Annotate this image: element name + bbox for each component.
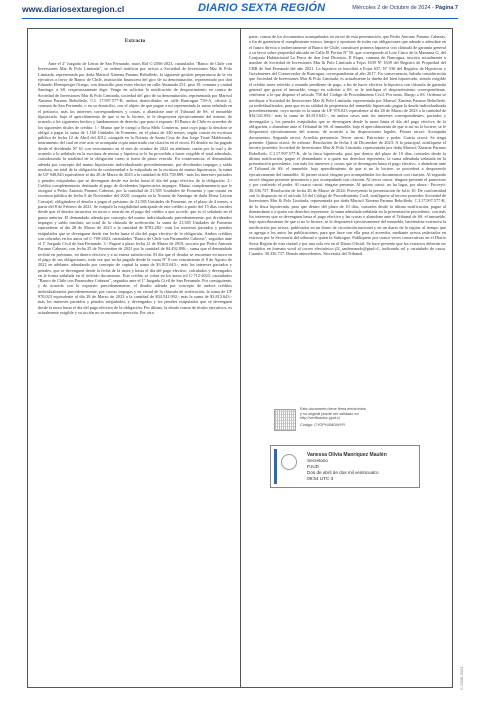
notice-body-left: Ante el 2º Juzgado de Letras de San Fernando, autos Rol C-2506-2023, caratulados "Banco de Chile con Inversiones Mar & Polo Limitada", se ordenó notificar por avisos a Sociedad de Inversiones Mar & Polo Limitada, representada por doña Marisol Ximena Paramo Rebolledo, la siguiente gestión preparatoria de la vía ejecutiva a favor de Banco de Chile, institución financiera del giro de su denominación, representado por don Eduardo Ebensperger Orrego, con domicilio para estos efectos en calle Ahumada 251, piso 10, comuna y ciudad Santiago, a SS. respetuosamente digo: Vengo en solicitar la notificación de desposeimiento en contra de Sociedad de Inversiones Mar & Polo Limitada, sociedad del giro de su denominación, representada por Marisol Ximena Paramo Rebolledo, C.I. 17.997.577-K, ambos domiciliados en calle Rancagua 739-A, oficina 2, comuna de San Fernando, o en su domicilio, con el objeto de que pague a mi representado la suma señalada en el petitorio, más los intereses correspondientes y costas, o abandone ante el Tribunal de SS. el inmueble hipotecado, bajo el apercibimiento de que si no lo hiciere, se le desposeerá ejecutivamente del mismo, de acuerdo a los siguientes hechos y fundamentos de derecho que paso a exponer: El Banco de Chile es acreedor de los siguientes títulos de crédito: 1.- Mutuo que le otorgó a Rosa Melo Contreras, para cuyo pago la deudora se obligó a pagar la suma de 1.160 Unidades de Fomento, en el plazo de 240 meses, según consta en escritura pública de fecha 12 de Abril del 2012, otorgada en la Notaría de Santa Cruz de don Jorge Tisné Maldonado, instrumento del cual en este acto se acompaña copia autorizada con citación en el otrosí. El deudor no ha pagado desde el dividendo Nº 61 con vencimiento en el mes de octubre de 2022 en adelante, razón por la cual y de acuerdo a lo señalado en la escritura de mutuo y hipoteca se le ha procedido a hacer exigible el total adeudado, considerando la totalidad de la obligación como si fuera de plazo vencido. En consecuencia, el demandado adeuda por concepto del mutuo hipotecario individualizado precedentemente, por dividendos impagos y saldo insoluto, un total de la obligación de conformidad a lo estipulado en la escritura de mutuo hipotecario, la suma de UF 948,843 equivalente al día 28 de Marzo de 2023 a la cantidad de $33.758.889.- más los intereses pactados y penales estipulados que se devenguen desde esa fecha hasta el día del pago efectivo de la obligación. 2.- Crédito complementario destinado al pago de dividendos hipotecarios impagos: Mutuo complementario que le otorgara a Pedro Antonio Paramo Cabezas, por la cantidad de 21,585 Unidades de Fomento y que consta en escritura pública de fecha 8 de Noviembre del 2020, otorgada en la Notaría de Santiago de doña Elena Leyton Carvajal, obligándose el deudor a pagar el préstamo de 21,585 Unidades de Fomento, en el plazo de 4 meses, a partir del 8 de Febrero de 2021. Se estipuló la exigibilidad anticipada de este crédito a partir del 15 días corridos desde que el deudor incurriera en mora o retardo en el pago del crédito a que accede, que es el señalado en el punto anterior. El demandado adeuda por concepto del mutuo individualizado precedentemente, por dividendos impagos y saldo insoluto, un total de la cláusula de aceleración, la suma de 21,585 Unidades de Fomento equivalente al día 28 de Marzo de 2023 a la cantidad de $782.282.- más los intereses pactados y penales estipulados que se devenguen desde esa fecha hasta el día del pago efectivo de la obligación. Ambos créditos son cobrados en los autos rol C-709-2023, caratulados "Banco de Chile con Paramoñez Cabezas", seguidos ante el 1º Juzgado Civil de San Fernando. 3.- Pagaré a plazo fecha 21 de Marzo de 2019, suscrito por Pedro Antonio Paramo Cabezas, con fecha 25 de Noviembre de 2021 por la cantidad de $4.492.896.-, suma que el demandado recibió en préstamo, en dinero efectivo y a su entera satisfacción. El día que el deudor se encuentre en mora en el pago de sus obligaciones, toda vez que no ha pagado desde la cuota Nº 8 con vencimiento el 8 de Agosto de 2022 en adelante, adeudando por concepto de capital la suma de $3.815.643.-, más los intereses pactados y penales, que se devenguen desde la fecha de la mora y hasta el día del pago efectivo, calculados y devengados en la forma señalada en el referido documento. Este crédito se cobra en los autos rol C-712-2023, caratulados "Banco de Chile con Paramoñez Cabezas", seguidos ante el 1º Juzgado Civil de San Fernando. Por consiguiente, y de acuerdo con lo expuesto precedentemente, el deudor adeuda por concepto de ambos créditos individualizados precedentemente, por cuotas impagas y en virtud de la cláusula de aceleración, la suma de UF 970,023 equivalente al día 28 de Marzo de 2023 a la cantidad de $34.541.092.- más la suma de $3.815.643.- más los intereses pactados y penales estipulados, y devengados y los penales estipulados que se devenguen desde la mora hasta el día del pago efectivo de la obligación. Por último, la deuda consta de títulos ejecutivos, es actualmente exigible y su acción no se encuentra prescrita. Por otra: [38, 61, 232, 315]
verification-line-1: Este documento tiene firma electrónica: [300, 407, 366, 411]
electronic-signature: [270, 445, 420, 488]
qr-code-icon: [274, 409, 296, 431]
signature-date: Dos de abril de dos mil veinticuatro: [307, 470, 379, 475]
notice-title: Extracto: [124, 38, 146, 44]
verification-note: [300, 407, 420, 435]
legal-notice-box: [27, 28, 453, 688]
site-url[interactable]: www.diariosextaregion.cl: [22, 4, 125, 14]
notice-column-left: [38, 61, 232, 683]
verification-line-2: y su original puede ser validado en: [300, 411, 359, 416]
notice-body-right: parte, consta de los documentos acompañados en otrosí de esta presentación, que Pedro Antonio Paramo Cabezas, a fin de garantizar el cumplimiento exacto, íntegro y oportuno de todas sus obligaciones que adeude o adeudare en el futuro directa o indirectamente al Banco de Chile, constituyó primera hipoteca con cláusula de garantía general a su favor sobre propiedad ubicada en Calle El Portón Nº 50, que corresponde al Lote Cinco de la Manzana G, del Conjunto Habitacional La Finca de don José Dionisio, II Etapa, comuna de Nancagua, inscrito actualmente a nombre de Sociedad de Inversiones Mar & Polo Limitada a Fojas 1639 Nº 1639 del Registro de Propiedad del CBR de San Fernando del año 2021. La hipoteca se inscribió a Fojas 637, Nº 530 del Registro de Hipotecas y Gravámenes del Conservador de Rancagua, correspondiente al año 2017. En consecuencia, habida consideración que Sociedad de Inversiones Mar & Polo Limitada, es actualmente la dueña del bien hipotecado, siendo exigible el crédito antes referido y estando pendiente de pago, a fin de hacer efectiva la hipoteca con cláusula de garantía general que grava el inmueble, vengo en solicitar a SS. se le notifique el desposeimiento correspondiente, conforme a lo que dispone el artículo 758 del Código de Procedimiento Civil. Por tanto, Ruego a SS. Ordenar se notifique a Sociedad de Inversiones Mar & Polo Limitada, representada por Marisol Ximena Paramo Rebolledo, ya individualizados, para que en su calidad de propietaria del inmueble hipotecado pague la deuda individualizada precedentemente, cuyo monto es la suma de UF 970,023 equivalente al día 28 de Marzo de 2023 a la cantidad de $34.541.092.- más la suma de $3.815.643.-, en ambos casos más los intereses correspondientes, pactados y devengados y los penales estipulados que se devenguen desde la mora hasta el día del pago efectivo de la obligación, o abandone ante el Tribunal de SS. el inmueble, bajo el apercibimiento de que si así no lo hiciere, se le desposeerá ejecutivamente del mismo, de acuerdo a las disposiciones legales. Primer otrosí: Acompaña documentos. Segundo otrosí: Acredita personería. Tercer otrosí: Patrocinio y poder. Cuarto otrosí: Se tenga presente. Quinto otrosí: Se exhorte. Resolución de fecha 3 de Diciembre de 2023: A lo principal: notifíquese el tercero poseedor Sociedad de Inversiones Mar & Polo Limitada, representada por doña Marisol Ximena Paramo Rebolledo, C.I.17.997.577-K, de la finca hipotecada, para que dentro del plazo de 10 días, contados desde la última notificación, pague el demandante o a quien sus derechos represente, la suma adeudada señalada en la presentación precedente, con más los intereses y costas que se devenguen hasta el pago efectivo, o abandone ante el Tribunal de SS. el inmueble, bajo apercibimiento de que si no lo hiciere, se procederá a desposeerle ejecutivamente del inmueble. Al primer otrosí: téngase por acompañados los documentos con citación. Al segundo otrosí: téngase presente personería y por acompañado con citación. Al tercer otrosí: téngase presente el patrocinio y por conferido el poder. Al cuarto otrosí: téngase presente. Al quinto otrosí: no ha lugar, por ahora.- Proveyó: 30.336.737. Resolución de fecha 26 de Marzo de 2024: Proveyendo la presentación de folio 10. De conformidad con lo dispuesto en el artículo 54 del Código de Procedimiento Civil, notifíquese al tercero poseedor Sociedad de Inversiones Mar & Polo Limitada, representada por doña Marisol Ximena Paramo Rebolledo, C.I.17.997.577-K, de la finca hipotecada, para que dentro del plazo de 10 días, contados desde la última notificación, pague al demandante o a quien sus derechos represente, la suma adeudada señalada en la presentación precedente, con más los intereses que se devenguen hasta el pago efectivo y las costas o abandone ante el Tribunal de SS. el inmueble, bajo apercibimiento de que si no lo hiciere, se le desposeerá ejecutivamente del inmueble, haciéndose extensiva la notificación por avisos, publicados en un diario de circulación nacional y en un diario de la región, al tiempo que se agrega a los autos las publicaciones, para que hace con ella para el acreedor, mediante avisos redactados en extracto por la Secretaría del tribunal o quien la Subrogue. Publíquese por cuatro veces consecutivas en el Diario Sexta Región de esta ciudad y por una sola vez en el Diario Oficial. Se hace presente que los extractos deberán ser remitidos en formato word al correo electrónico jl2_sanfernando@pjud.cl., indicando rol y caratulado de causa. Cuantía: 30.336.737. Demás antecedentes, Secretaría del Tribunal.: [249, 34, 446, 257]
page-number: Página 7: [435, 5, 458, 11]
column-divider: [240, 29, 241, 688]
notice-column-right: [249, 34, 446, 438]
verification-link[interactable]: http://verificadoc.pjud.cl: [300, 416, 340, 421]
side-case-code: C-2506-2023: [459, 666, 464, 690]
signer-org: PJUD: [307, 464, 319, 469]
verification-code: Código: CYGPHXMDWYR: [300, 422, 345, 427]
signature-accent-bar: [274, 449, 277, 484]
newspaper-header: [22, 3, 458, 17]
seal-icon: [281, 454, 297, 470]
issue-date: Miércoles 2 de Octubre de 2024 - Página 7: [352, 5, 458, 11]
newspaper-brand: DIARIO SEXTA REGIÓN: [198, 2, 326, 14]
signature-text: [307, 452, 387, 482]
signer-name: Vanessa Olivia Manríquez Maulén: [307, 452, 387, 458]
signer-role: Secretario: [307, 458, 328, 463]
header-rule: [22, 18, 458, 19]
signature-time: 09:54 UTC-3: [307, 476, 334, 481]
